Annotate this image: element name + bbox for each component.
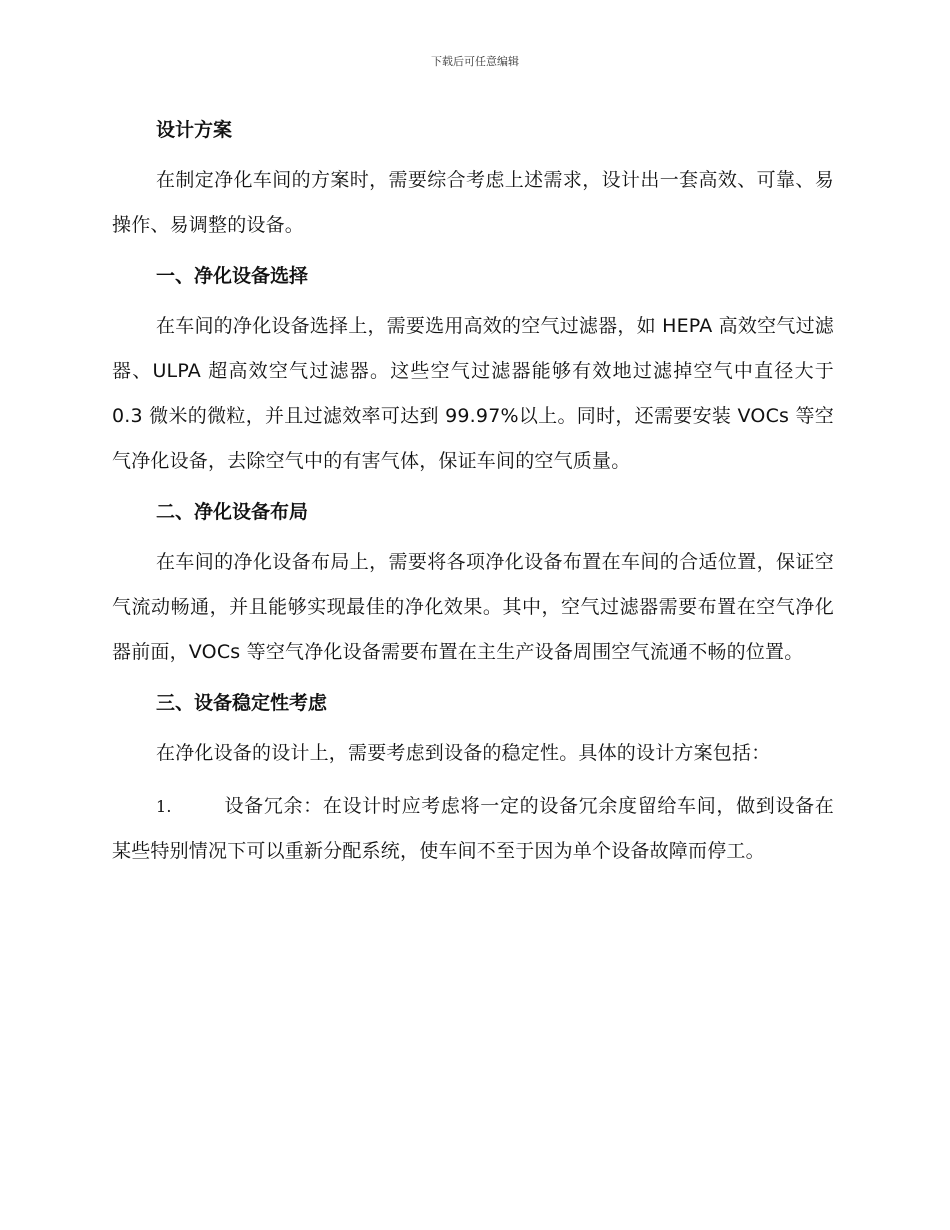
document-title: 设计方案 <box>156 119 233 141</box>
page-header-note: 下载后可任意编辑 <box>431 55 519 68</box>
section-heading-2: 二、净化设备布局 <box>156 501 309 523</box>
section-body-3: 在净化设备的设计上，需要考虑到设备的稳定性。具体的设计方案包括： <box>156 742 771 764</box>
list-item-text: 设备冗余：在设计时应考虑将一定的设备冗余度留给车间，做到设备在某些特别情况下可以重新分配系统，使车间不至于因为单个设备故障而停工。 <box>112 795 834 862</box>
intro-paragraph: 在制定净化车间的方案时，需要综合考虑上述需求，设计出一套高效、可靠、易操作、易调整的设备。 <box>112 169 834 236</box>
section-heading-3: 三、设备稳定性考虑 <box>156 692 328 714</box>
section-heading-1: 一、净化设备选择 <box>156 265 309 287</box>
list-item <box>112 784 834 874</box>
document-body <box>112 110 834 874</box>
section-body-2: 在车间的净化设备布局上，需要将各项净化设备布置在车间的合适位置，保证空气流动畅通，并且能够实现最佳的净化效果。其中，空气过滤器需要布置在空气净化器前面，VOCs 等空气净化设备需要布置在主生产设备周围空气流通不畅的位置。 <box>112 551 834 663</box>
list-item-number: 1. <box>156 797 172 816</box>
section-body-1: 在车间的净化设备选择上，需要选用高效的空气过滤器，如 HEPA 高效空气过滤器、ULPA 超高效空气过滤器。这些空气过滤器能够有效地过滤掉空气中直径大于 0.3 微米的微粒，并且过滤效率可达到 99.97%以上。同时，还需要安装 VOCs 等空气净化设备，去除空气中的有害气体，保证车间的空气质量。 <box>112 315 834 472</box>
